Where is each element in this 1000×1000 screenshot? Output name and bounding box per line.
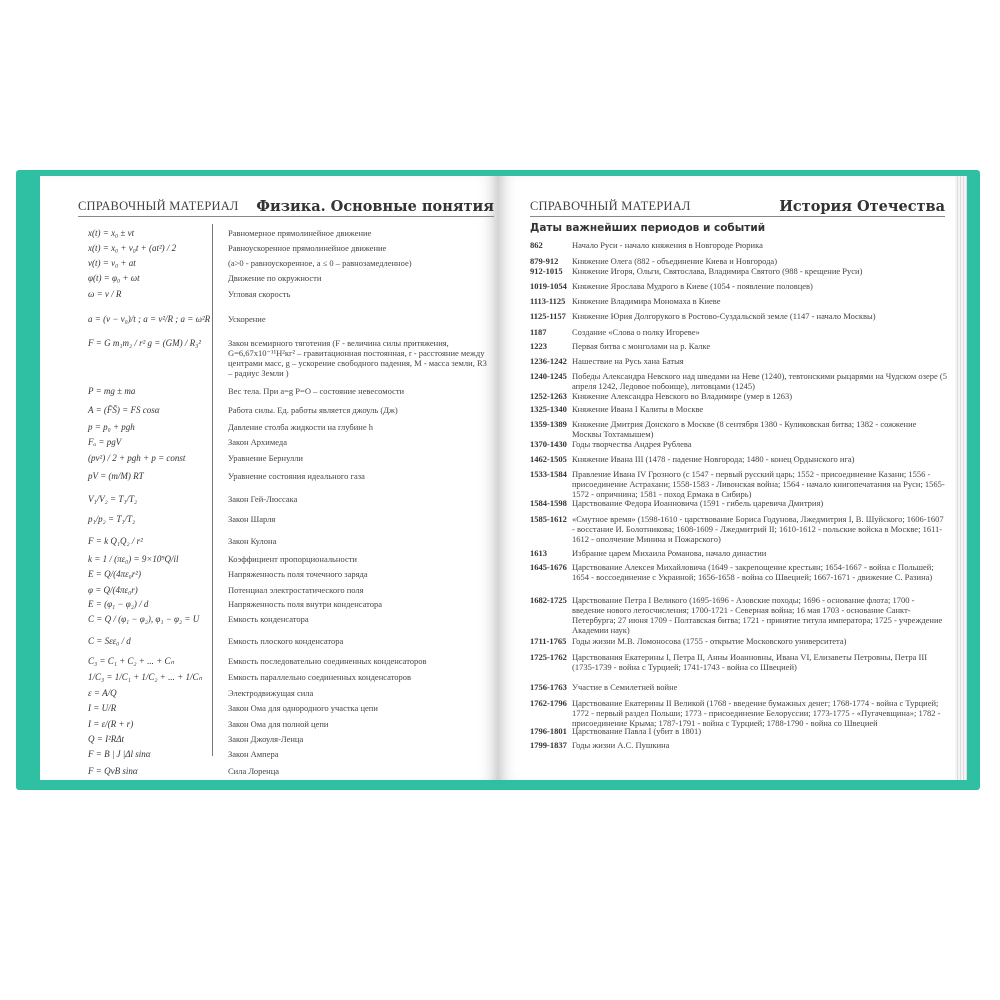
event-years: 912-1015 [530, 266, 563, 276]
formula-description: Электродвижущая сила [228, 688, 314, 698]
event-years: 1125-1157 [530, 311, 566, 321]
right-page [498, 176, 955, 780]
formula: φ = Q/(4πε₀r) [88, 585, 138, 595]
event-years: 1236-1242 [530, 356, 567, 366]
event-description: Годы творчества Андрея Рублева [572, 439, 692, 449]
formula-description: Давление столба жидкости на глубине h [228, 422, 373, 432]
event-description: Царствование Алексея Михайловича (1649 - закрепощение крестьян; 1654-1667 - война с Польшей; 1654 - воссоединение с Украиной; 1656-1658 - война со Швецией; 1667-1671 - движение С. Разина) [572, 562, 934, 582]
event-description: Годы жизни А.С. Пушкина [572, 740, 670, 750]
event-years: 1325-1340 [530, 404, 567, 414]
formula: p = p₀ + pgh [88, 422, 135, 432]
event-description: Княжение Юрия Долгорукого в Ростово-Суздальской земле (1147 - начало Москвы) [572, 311, 876, 321]
page-title: История Отечества [779, 198, 945, 215]
formula: φ(t) = φ₀ + ωt [88, 273, 140, 283]
formula: C = Sεε₀ / d [88, 636, 131, 646]
event-years: 1645-1676 [530, 562, 567, 572]
formula: ε = A/Q [88, 688, 117, 698]
formula-description: Напряженность поля внутри конденсатора [228, 599, 383, 609]
formula-description: Вес тела. При a=g P=O – состояние невесомости [228, 386, 405, 396]
formula-description: Закон всемирного тяготения (F - величина силы притяжения, G=6,67x10⁻¹¹Н²кг² – гравитационная постоянная, r - расстояние между центрами масс, g – ускорение свободного падения, M - масса земли, R3 – радиус Земли ) [228, 338, 487, 378]
event-years: 1187 [530, 327, 547, 337]
formula-description: Закон Ампера [228, 749, 279, 759]
formula: C₃ = C₁ + C₂ + ... + Cₙ [88, 656, 175, 666]
event-description: Княжение Ивана III (1478 - падение Новгорода; 1480 - конец Ордынского ига) [572, 454, 855, 464]
formula-description: Закон Кулона [228, 536, 277, 546]
event-description: Царствования Екатерины I, Петра II, Анны Иоанновны, Ивана VI, Елизаветы Петровны, Петра III (1735-1739 - война с Турцией; 1741-1743 - война со Швецией) [572, 652, 928, 672]
page-title: Физика. Основные понятия [256, 198, 494, 215]
event-description: Княжение Дмитрия Донского в Москве (8 сентября 1380 - Куликовская битва; 1382 - сожжение Москвы Тохтамышем) [572, 419, 917, 439]
event-years: 1796-1801 [530, 726, 567, 736]
formula-description: Емкость плоского конденсатора [228, 636, 344, 646]
event-years: 1756-1763 [530, 682, 567, 692]
formula-description: Емкость параллельно соединенных конденсаторов [228, 672, 412, 682]
formula-description: Емкость последовательно соединенных конденсаторов [228, 656, 427, 666]
formula: x(t) = x₀ ± vt [88, 228, 135, 238]
formula: E = (φ₁ − φ₂) / d [88, 599, 149, 609]
formula-description: Ускорение [228, 314, 266, 324]
event-description: Правление Ивана IV Грозного (с 1547 - первый русский царь; 1552 - присоединение Казани; 1556 - присоединение Астрахани; 1558-1583 - Ливонская война; 1564 - начало книгопечатания на Руси; 1565-1572 - опричнина; 1581 - поход Ермака в Сибирь) [572, 469, 945, 499]
event-description: Княжение Александра Невского во Владимире (умер в 1263) [572, 391, 793, 401]
event-years: 1682-1725 [530, 595, 567, 605]
event-description: Княжение Ярослава Мудрого в Киеве (1054 - появление половцев) [572, 281, 813, 291]
event-years: 1711-1765 [530, 636, 567, 646]
formula: ω = v / R [88, 289, 122, 299]
formula-description: Закон Ома для однородного участка цепи [228, 703, 378, 713]
formula-description: Угловая скорость [228, 289, 291, 299]
formula-description: Работа силы. Ед. работы является джоуль (Дж) [228, 405, 398, 415]
right-page-header [530, 196, 945, 217]
event-description: Начало Руси - начало княжения в Новгороде Рюрика [572, 240, 763, 250]
event-years: 1223 [530, 341, 547, 351]
formula: pV = (m/M) RT [88, 471, 144, 481]
event-description: Царствование Павла I (убит в 1801) [572, 726, 702, 736]
event-years: 1585-1612 [530, 514, 567, 524]
formula-description: Закон Шарля [228, 514, 276, 524]
formula: p₁/p₂ = T₁/T₂ [88, 514, 136, 524]
left-page-header [78, 196, 494, 217]
event-description: Княжение Владимира Мономаха в Киеве [572, 296, 721, 306]
event-years: 862 [530, 240, 543, 250]
formula-description: Потенциал электростатического поля [228, 585, 364, 595]
formula: I = U/R [88, 703, 117, 713]
formula: Fₐ = pgV [88, 437, 122, 447]
event-years: 1584-1598 [530, 498, 567, 508]
formula-description: Закон Архимеда [228, 437, 287, 447]
section-tag: СПРАВОЧНЫЙ МАТЕРИАЛ [78, 199, 239, 213]
formula-description: (a>0 - равноускоренное, a ≤ 0 – равнозамедленное) [228, 258, 412, 268]
formula-description: Напряженность поля точечного заряда [228, 569, 368, 579]
event-years: 1799-1837 [530, 740, 567, 750]
section-tag: СПРАВОЧНЫЙ МАТЕРИАЛ [530, 199, 691, 213]
formula: F = B | J |Δl sinα [88, 749, 151, 759]
formula-description: Закон Джоуля-Ленца [228, 734, 304, 744]
event-years: 879-912 [530, 256, 559, 266]
formula-description: Емкость конденсатора [228, 614, 309, 624]
formula: C = Q / (φ₁ − φ₂), φ₁ − φ₂ = U [88, 614, 200, 624]
section-subtitle: Даты важнейших периодов и событий [530, 222, 766, 234]
formula: E = Q/(4πε₀r²) [88, 569, 141, 579]
column-divider [212, 224, 213, 756]
formula: P = mg ± ma [88, 386, 136, 396]
formula: a = (v − v₀)/t ; a = v²/R ; a = ω²R [88, 314, 211, 324]
formula: 1/C₃ = 1/C₁ + 1/C₂ + ... + 1/Cₙ [88, 672, 203, 682]
event-years: 1370-1430 [530, 439, 567, 449]
event-description: Царствование Федора Иоанновича (1591 - гибель царевича Дмитрия) [572, 498, 824, 508]
event-years: 1462-1505 [530, 454, 567, 464]
formula-description: Закон Гей-Люссака [228, 494, 298, 504]
event-description: «Смутное время» (1598-1610 - царствование Бориса Годунова, Лжедмитрия I, В. Шуйского; 1606-1607 - восстание И. Болотникова; 1608-1609 - Лжедмитрий II; 1610-1612 - польские войска в Москве; 1611-1612 - ополчение Минина и Пожарского) [572, 514, 944, 544]
formula: F = G m₁m₂ / r² g = (GM) / R₃² [88, 338, 201, 348]
event-years: 1252-1263 [530, 391, 567, 401]
event-description: Нашествие на Русь хана Батыя [572, 356, 684, 366]
formula: I = ε/(R + r) [88, 719, 134, 729]
formula: k = 1 / (πε₀) = 9×10⁹Q/il [88, 554, 179, 564]
event-years: 1019-1054 [530, 281, 567, 291]
formula: A = (F̄S̄) = FS cosα [88, 405, 160, 415]
event-description: Княжение Ивана I Калиты в Москве [572, 404, 704, 414]
event-description: Победы Александра Невского над шведами на Неве (1240), тевтонскими рыцарями на Чудском озере (5 апреля 1242, Ледовое побоище), литовцами (1245) [572, 371, 948, 391]
formula-description: Сила Лоренца [228, 766, 280, 776]
event-years: 1725-1762 [530, 652, 567, 662]
event-description: Годы жизни М.В. Ломоносова (1755 - открытие Московского университета) [572, 636, 847, 646]
formula-description: Равноускоренное прямолинейное движение [228, 243, 387, 253]
formula-description: Уравнение состояния идеального газа [228, 471, 365, 481]
formula-description: Закон Ома для полной цепи [228, 719, 329, 729]
formula-description: Коэффициент пропорциональности [228, 554, 357, 564]
left-page [40, 176, 499, 780]
event-description: Участие в Семилетней войне [572, 682, 678, 692]
formula-description: Равномерное прямолинейное движение [228, 228, 372, 238]
formula: Q = I²RΔt [88, 734, 125, 744]
event-years: 1613 [530, 548, 547, 558]
event-years: 1533-1584 [530, 469, 567, 479]
event-years: 1762-1796 [530, 698, 567, 708]
event-description: Царствование Петра I Великого (1695-1696 - Азовские походы; 1696 - основание флота; 1700 - введение нового летосчисления; 1700-1721 - Северная война; 16 мая 1703 - основание Санкт-Петербурга; 27 июня 1709 - Полтавская битва; 1721 - принятие титула императора; 1725 - учреждение Академии наук) [572, 595, 943, 635]
event-description: Княжение Игоря, Ольги, Святослава, Владимира Святого (988 - крещение Руси) [572, 266, 863, 276]
formula: v(t) = v₀ + at [88, 258, 136, 268]
event-description: Царствование Екатерины II Великой (1768 - введение бумажных денег; 1768-1774 - война с Турцией; 1772 - первый раздел Польши; 1773 - присоединение Белоруссии; 1773-1775 - «Пугачевщина»; 1782 - присоединение Крыма; 1787-1791 - война с Турцией; 1788-1790 - война со Швецией [572, 698, 941, 728]
event-description: Первая битва с монголами на р. Калке [572, 341, 711, 351]
formula: (pv²) / 2 + pgh + p = const [88, 453, 186, 463]
event-description: Создание «Слова о полку Игореве» [572, 327, 700, 337]
event-description: Княжение Олега (882 - объединение Киева и Новгорода) [572, 256, 778, 266]
event-years: 1113-1125 [530, 296, 566, 306]
formula: F = k Q₁Q₂ / r² [88, 536, 143, 546]
formula-description: Уравнение Бернулли [228, 453, 303, 463]
event-years: 1359-1389 [530, 419, 567, 429]
formula: x(t) = x₀ + v₀t + (at²) / 2 [88, 243, 177, 253]
event-description: Избрание царем Михаила Романова, начало династии [572, 548, 767, 558]
formula: F = QvB sinα [88, 766, 138, 776]
event-years: 1240-1245 [530, 371, 567, 381]
page-edges [955, 176, 967, 780]
formula: V₁/V₂ = T₁/T₂ [88, 494, 138, 504]
formula-description: Движение по окружности [228, 273, 322, 283]
